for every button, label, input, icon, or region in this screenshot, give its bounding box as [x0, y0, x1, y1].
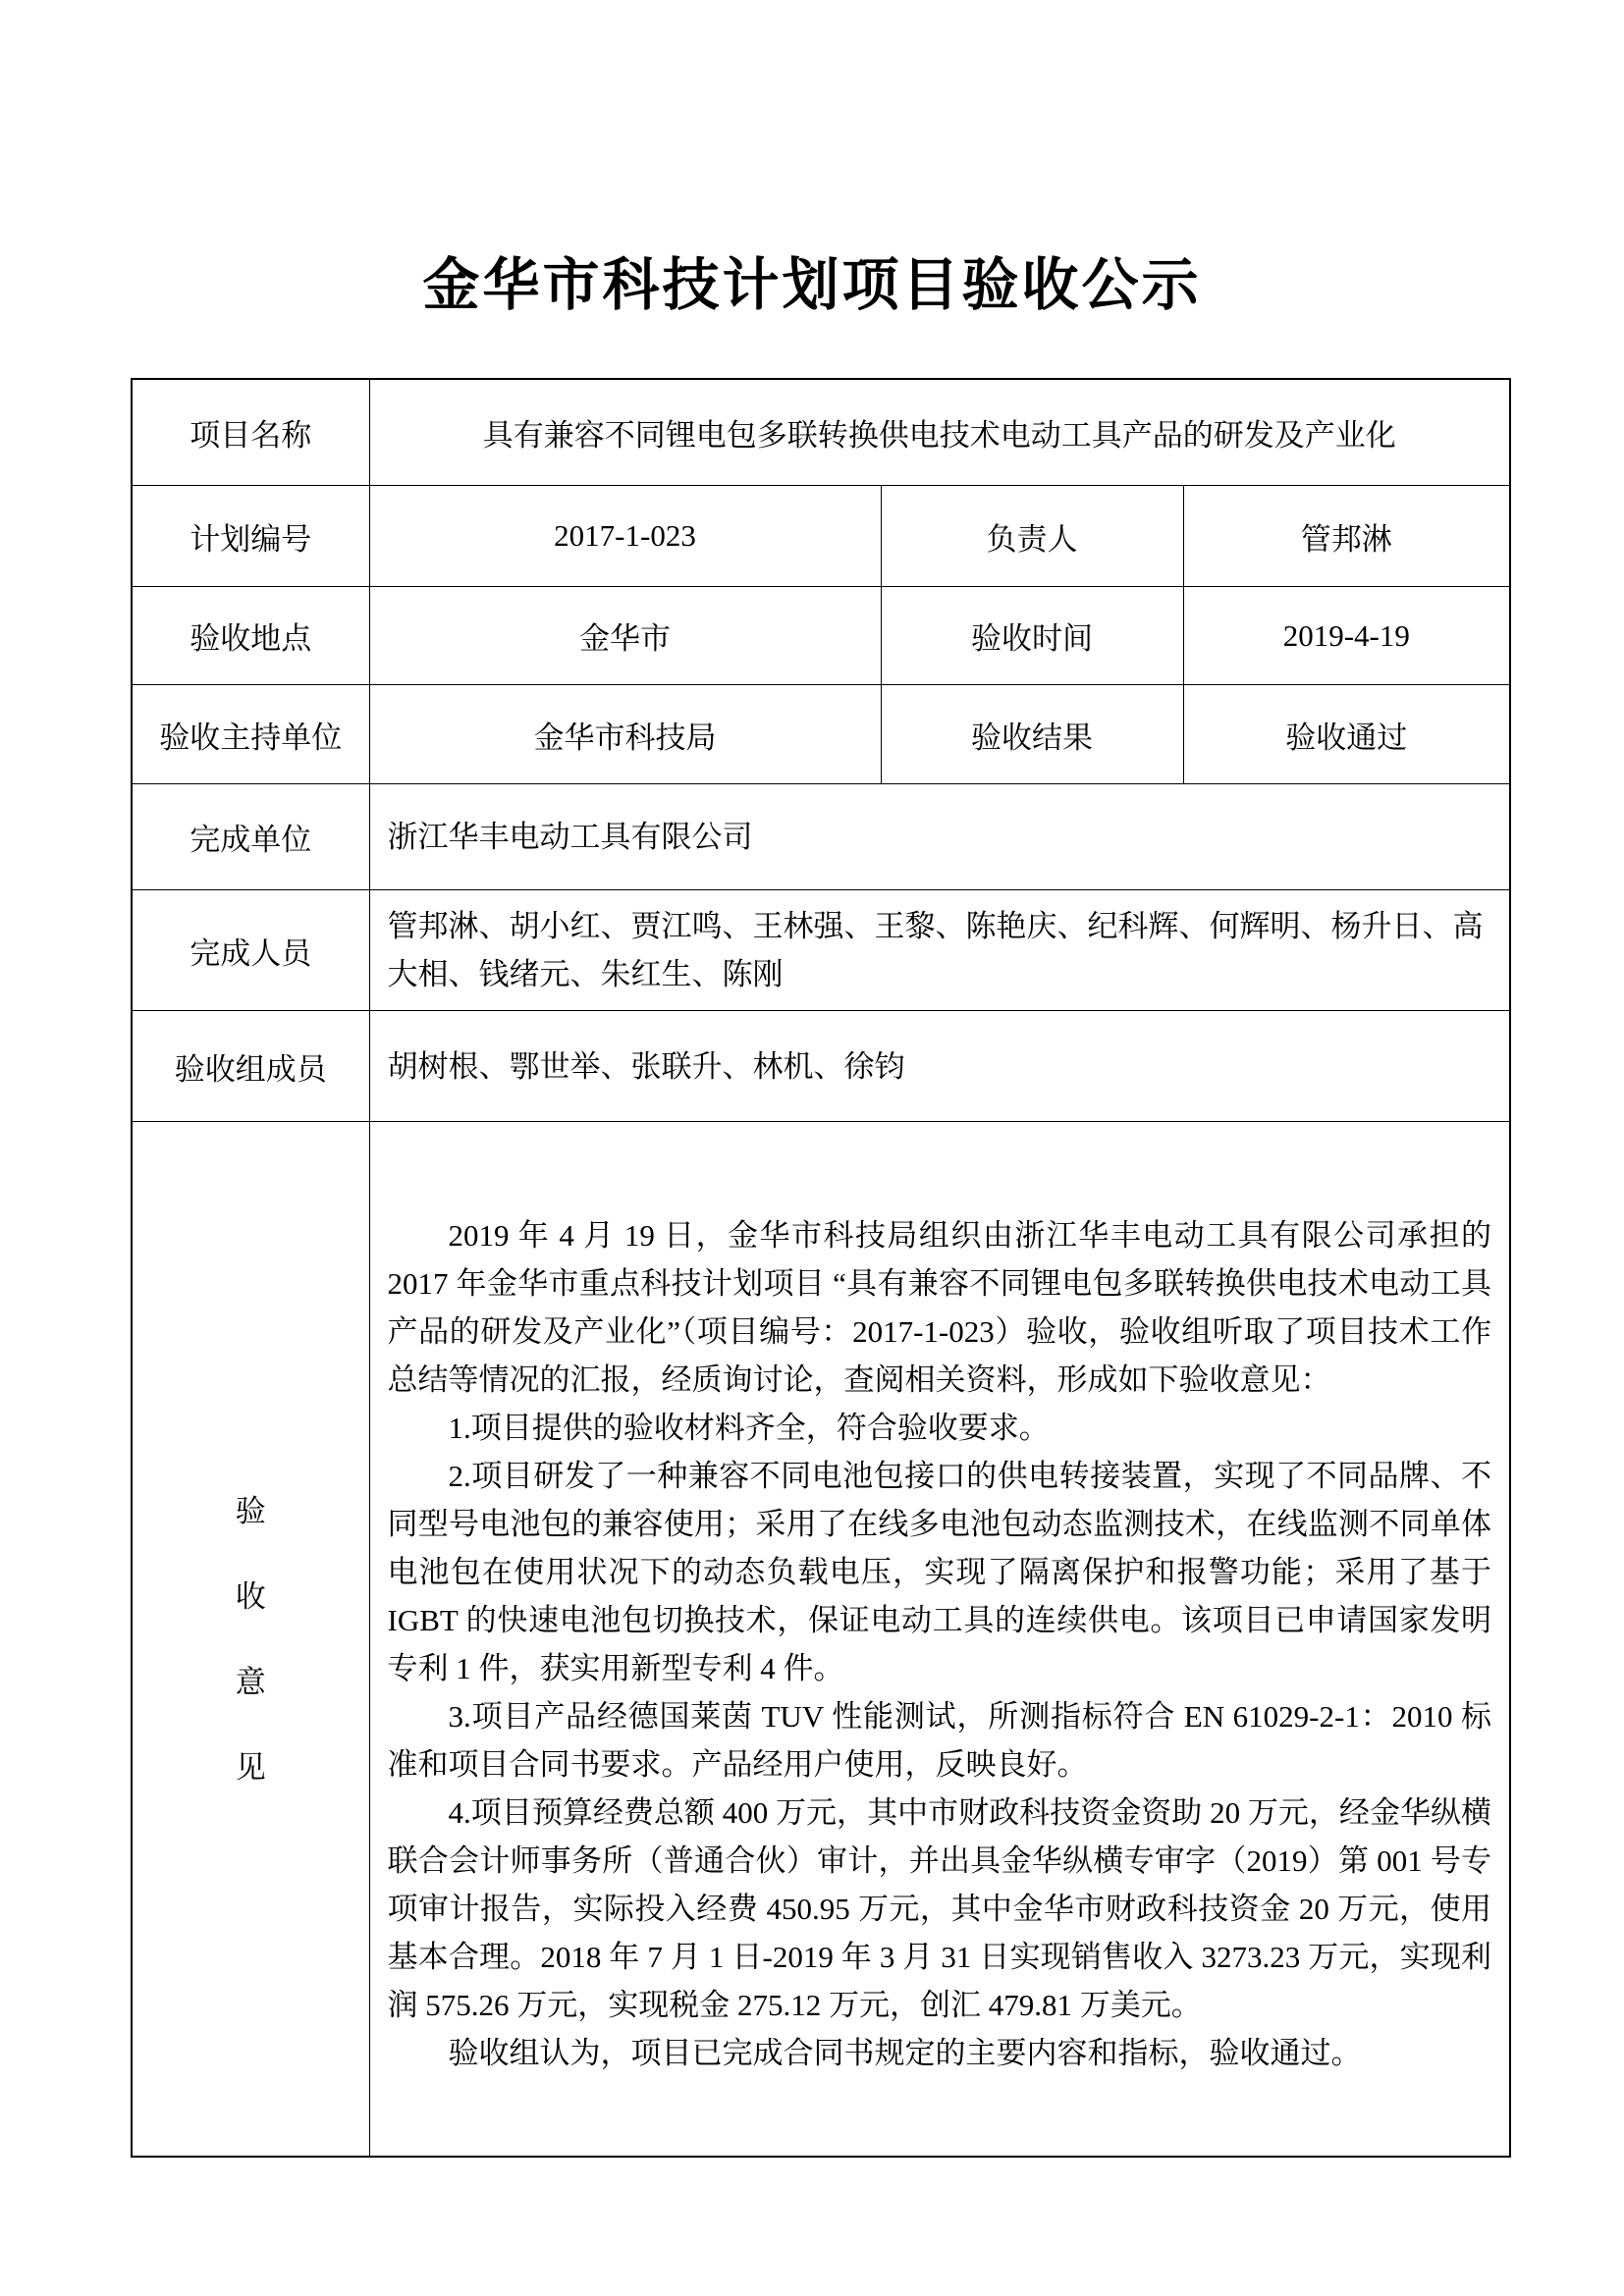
project-name-value: 具有兼容不同锂电包多联转换供电技术电动工具产品的研发及产业化	[369, 379, 1510, 486]
opinion-label-char: 收	[235, 1578, 266, 1614]
acceptance-table	[131, 378, 1511, 2158]
opinion-paragraph: 2019 年 4 月 19 日，金华市科技局组织由浙江华丰电动工具有限公司承担的 2017 年金华市重点科技计划项目 “具有兼容不同锂电包多联转换供电技术电动工具产品的研发及产业化”（项目编号：2017-1-023）验收，验收组听取了项目技术工作总结等情况的汇报，经质询讨论，查阅相关资料，形成如下验收意见：	[387, 1217, 1492, 1397]
completion-staff-value: 管邦淋、胡小红、贾江鸣、王林强、王黎、陈艳庆、纪科辉、何辉明、杨升日、高大相、钱绪元、朱红生、陈刚	[369, 890, 1510, 1011]
project-name-label: 项目名称	[132, 379, 369, 486]
opinion-label-char: 见	[235, 1749, 266, 1785]
opinion-label-stack	[134, 1123, 368, 2155]
acceptance-result-label: 验收结果	[881, 685, 1183, 784]
opinion-label-char: 验	[235, 1493, 266, 1528]
opinion-paragraph: 2.项目研发了一种兼容不同电池包接口的供电转接装置，实现了不同品牌、不同型号电池包的兼容使用；采用了在线多电池包动态监测技术，在线监测不同单体电池包在使用状况下的动态负载电压，实现了隔离保护和报警功能；采用了基于 IGBT 的快速电池包切换技术，保证电动工具的连续供电。该项目已申请国家发明专利 1 件，获实用新型专利 4 件。	[387, 1458, 1492, 1685]
completion-staff-label: 完成人员	[132, 890, 369, 1011]
table-row-completion-unit	[132, 784, 1510, 890]
opinion-paragraph: 验收组认为，项目已完成合同书规定的主要内容和指标，验收通过。	[448, 2035, 1362, 2070]
host-unit-label: 验收主持单位	[132, 685, 369, 784]
acceptance-time-value: 2019-4-19	[1183, 587, 1510, 685]
table-row-acceptance-place	[132, 587, 1510, 685]
completion-unit-label: 完成单位	[132, 784, 369, 890]
opinion-label-char: 意	[235, 1664, 266, 1699]
plan-number-label: 计划编号	[132, 486, 369, 587]
table-row-host-unit	[132, 685, 1510, 784]
table-row-acceptance-group	[132, 1011, 1510, 1122]
table-row-plan-number	[132, 486, 1510, 587]
acceptance-opinion-label	[132, 1122, 369, 2158]
table-row-completion-staff	[132, 890, 1510, 1011]
completion-unit-value: 浙江华丰电动工具有限公司	[369, 784, 1510, 890]
leader-label: 负责人	[881, 486, 1183, 587]
leader-value: 管邦淋	[1183, 486, 1510, 587]
acceptance-opinion-content	[369, 1122, 1510, 2158]
acceptance-result-value: 验收通过	[1183, 685, 1510, 784]
opinion-paragraph: 4.项目预算经费总额 400 万元，其中市财政科技资金资助 20 万元，经金华纵横联合会计师事务所（普通合伙）审计，并出具金华纵横专审字（2019）第 001 号专项审计报告，实际投入经费 450.95 万元，其中金华市财政科技资金 20 万元，使用基本合理。2018 年 7 月 1 日-2019 年 3 月 31 日实现销售收入 3273.23 万元，实现利润 575.26 万元，实现税金 275.12 万元，创汇 479.81 万美元。	[387, 1794, 1492, 2022]
opinion-paragraph: 1.项目提供的验收材料齐全，符合验收要求。	[448, 1410, 1050, 1445]
plan-number-value: 2017-1-023	[369, 486, 881, 587]
page-title: 金华市科技计划项目验收公示	[422, 253, 1202, 317]
opinion-paragraph: 3.项目产品经德国莱茵 TUV 性能测试，所测指标符合 EN 61029-2-1：2010 标准和项目合同书要求。产品经用户使用，反映良好。	[387, 1698, 1492, 1782]
acceptance-group-label: 验收组成员	[132, 1011, 369, 1122]
table-row-acceptance-opinion	[132, 1122, 1510, 2158]
acceptance-place-value: 金华市	[369, 587, 881, 685]
table-row-project-name	[132, 379, 1510, 486]
acceptance-group-value: 胡树根、鄂世举、张联升、林机、徐钧	[369, 1011, 1510, 1122]
host-unit-value: 金华市科技局	[369, 685, 881, 784]
acceptance-place-label: 验收地点	[132, 587, 369, 685]
acceptance-time-label: 验收时间	[881, 587, 1183, 685]
